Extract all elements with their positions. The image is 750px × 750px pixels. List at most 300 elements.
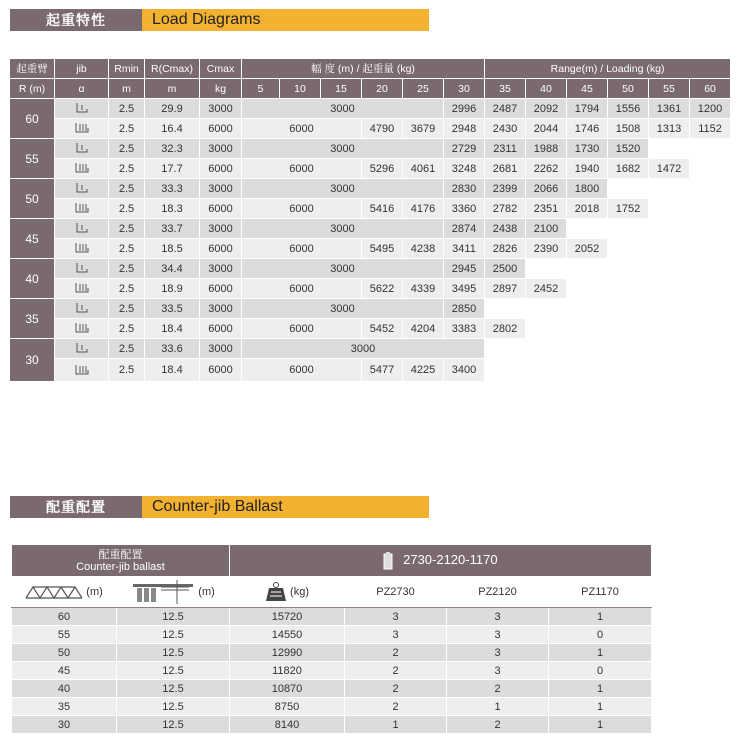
- cmax-cell: 6000: [200, 119, 242, 139]
- empty-cell: [567, 219, 608, 239]
- ballast-p2-cell: 3: [447, 644, 549, 662]
- ballast-table: [11, 544, 652, 734]
- load-value: 2430: [485, 119, 526, 139]
- load-value: 1520: [608, 139, 649, 159]
- ballast-cjib-cell: 12.5: [117, 662, 230, 680]
- ballast-header: [10, 496, 429, 518]
- empty-cell: [608, 179, 649, 199]
- empty-cell: [567, 339, 608, 359]
- ballast-kg-cell: 8140: [230, 716, 345, 734]
- unit-u_m1: m: [109, 79, 145, 99]
- empty-cell: [526, 359, 567, 382]
- ballast-p1-cell: 1: [345, 716, 447, 734]
- weight-col: [230, 577, 345, 608]
- load-value: 2044: [526, 119, 567, 139]
- ballast-left-en: Counter-jib ballast: [76, 560, 165, 573]
- cmax-cell: 3000: [200, 339, 242, 359]
- load-diagram-table: [9, 58, 731, 382]
- load-row: [10, 199, 731, 219]
- load-value: 2782: [485, 199, 526, 219]
- empty-cell: [649, 339, 690, 359]
- rcmax-cell: 18.3: [145, 199, 200, 219]
- empty-cell: [526, 339, 567, 359]
- empty-cell: [690, 199, 731, 219]
- weight-icon: [265, 582, 287, 602]
- ballast-p2-cell: 3: [447, 626, 549, 644]
- ballast-kg-cell: 15720: [230, 608, 345, 626]
- load-row: [10, 239, 731, 259]
- load-value: 1940: [567, 159, 608, 179]
- load-value: 4225: [403, 359, 444, 382]
- empty-cell: [567, 279, 608, 299]
- load-value: 1730: [567, 139, 608, 159]
- empty-cell: [690, 239, 731, 259]
- load-row: [10, 259, 731, 279]
- constant-load-span: 3000: [242, 299, 444, 319]
- rcmax-cell: 33.7: [145, 219, 200, 239]
- load-row: [10, 119, 731, 139]
- ballast-p3-cell: 1: [549, 680, 652, 698]
- load-value: 2945: [444, 259, 485, 279]
- pz1170-col: PZ1170: [549, 577, 652, 608]
- cmax-cell: 6000: [200, 199, 242, 219]
- load-value: 1200: [690, 99, 731, 119]
- load-title-en: Load Diagrams: [142, 9, 429, 31]
- load-value: 2399: [485, 179, 526, 199]
- range-col-header: 30: [444, 79, 485, 99]
- rmin-cell: 2.5: [109, 239, 145, 259]
- ballast-row: [12, 698, 652, 716]
- empty-cell: [690, 259, 731, 279]
- rmin-cell: 2.5: [109, 339, 145, 359]
- load-value: 2052: [567, 239, 608, 259]
- load-value: 2897: [485, 279, 526, 299]
- ballast-jib-cell: 60: [12, 608, 117, 626]
- empty-cell: [649, 199, 690, 219]
- cmax-cell: 3000: [200, 139, 242, 159]
- load-value: 4176: [403, 199, 444, 219]
- pz2730-col: PZ2730: [345, 577, 447, 608]
- ballast-jib-cell: 55: [12, 626, 117, 644]
- constant-load-span: 3000: [242, 99, 444, 119]
- range-col-header: 60: [690, 79, 731, 99]
- single-hook-icon: [55, 339, 109, 359]
- empty-cell: [649, 319, 690, 339]
- range-col-header: 15: [321, 79, 362, 99]
- load-value: 4339: [403, 279, 444, 299]
- empty-cell: [526, 299, 567, 319]
- ballast-jib-cell: 45: [12, 662, 117, 680]
- jib-length-cell: 35: [10, 299, 55, 339]
- range-col-header: 50: [608, 79, 649, 99]
- load-value: 2826: [485, 239, 526, 259]
- ballast-block-icon: [383, 552, 393, 570]
- rcmax-cell: 33.5: [145, 299, 200, 319]
- ballast-cjib-cell: 12.5: [117, 626, 230, 644]
- load-value: 2487: [485, 99, 526, 119]
- empty-cell: [649, 299, 690, 319]
- constant-load-span: 6000: [242, 239, 362, 259]
- jib-length-cell: 50: [10, 179, 55, 219]
- load-value: 5495: [362, 239, 403, 259]
- ballast-cjib-cell: 12.5: [117, 698, 230, 716]
- pz2120-col: PZ2120: [447, 577, 549, 608]
- rmin-cell: 2.5: [109, 199, 145, 219]
- empty-cell: [608, 339, 649, 359]
- empty-cell: [690, 299, 731, 319]
- ballast-combo: 2730-2120-1170: [403, 551, 498, 567]
- ballast-p3-cell: 1: [549, 716, 652, 734]
- ballast-p1-cell: 3: [345, 608, 447, 626]
- ballast-kg-cell: 11820: [230, 662, 345, 680]
- load-row: [10, 139, 731, 159]
- ballast-kg-cell: 14550: [230, 626, 345, 644]
- rmin-cell: 2.5: [109, 179, 145, 199]
- rcmax-cell: 18.5: [145, 239, 200, 259]
- jib-length-col: [12, 577, 117, 608]
- ballast-p3-cell: 1: [549, 644, 652, 662]
- double-hook-icon: [55, 359, 109, 382]
- double-hook-icon: [55, 199, 109, 219]
- load-value: 2438: [485, 219, 526, 239]
- empty-cell: [649, 259, 690, 279]
- ballast-cjib-cell: 12.5: [117, 716, 230, 734]
- single-hook-icon: [55, 99, 109, 119]
- constant-load-span: 6000: [242, 119, 362, 139]
- empty-cell: [485, 359, 526, 382]
- load-value: 1556: [608, 99, 649, 119]
- empty-cell: [567, 299, 608, 319]
- load-value: 1682: [608, 159, 649, 179]
- empty-cell: [485, 339, 526, 359]
- rmin-cell: 2.5: [109, 279, 145, 299]
- ballast-row: [12, 608, 652, 626]
- range-col-header: 35: [485, 79, 526, 99]
- cmax-header: Cmax: [200, 59, 242, 79]
- load-value: 1361: [649, 99, 690, 119]
- load-value: 3248: [444, 159, 485, 179]
- load-value: 2948: [444, 119, 485, 139]
- rmin-cell: 2.5: [109, 219, 145, 239]
- rmin-header: Rmin: [109, 59, 145, 79]
- ballast-cjib-cell: 12.5: [117, 644, 230, 662]
- constant-load-span: 3000: [242, 179, 444, 199]
- empty-cell: [649, 359, 690, 382]
- empty-cell: [649, 239, 690, 259]
- load-row: [10, 279, 731, 299]
- ballast-kg-cell: 8750: [230, 698, 345, 716]
- load-value: 1794: [567, 99, 608, 119]
- double-hook-icon: [55, 319, 109, 339]
- jib-length-cell: 55: [10, 139, 55, 179]
- load-value: 2311: [485, 139, 526, 159]
- constant-load-span: 6000: [242, 159, 362, 179]
- load-value: 3383: [444, 319, 485, 339]
- rcmax-cell: 32.3: [145, 139, 200, 159]
- empty-cell: [649, 279, 690, 299]
- range-col-header: 20: [362, 79, 403, 99]
- rmin-cell: 2.5: [109, 99, 145, 119]
- empty-cell: [567, 359, 608, 382]
- empty-cell: [608, 319, 649, 339]
- load-value: 1746: [567, 119, 608, 139]
- unit-r_unit: R (m): [10, 79, 55, 99]
- double-hook-icon: [55, 239, 109, 259]
- weight-unit: (kg): [290, 585, 309, 598]
- range-col-header: 55: [649, 79, 690, 99]
- empty-cell: [608, 359, 649, 382]
- empty-cell: [690, 279, 731, 299]
- counter-jib-unit: (m): [198, 585, 215, 598]
- single-hook-icon: [55, 179, 109, 199]
- ballast-title-en: Counter-jib Ballast: [142, 496, 429, 518]
- load-value: 3411: [444, 239, 485, 259]
- unit-u_m2: m: [145, 79, 200, 99]
- single-hook-icon: [55, 139, 109, 159]
- jib-unit: (m): [86, 585, 103, 598]
- rcmax-cell: 16.4: [145, 119, 200, 139]
- ballast-left-cn: 配重配置: [98, 548, 143, 561]
- cmax-cell: 3000: [200, 179, 242, 199]
- empty-cell: [690, 339, 731, 359]
- empty-cell: [690, 179, 731, 199]
- load-value: 2351: [526, 199, 567, 219]
- ballast-p2-cell: 2: [447, 680, 549, 698]
- range-col-header: 25: [403, 79, 444, 99]
- double-hook-icon: [55, 279, 109, 299]
- empty-cell: [690, 219, 731, 239]
- range-col-header: 5: [242, 79, 280, 99]
- ballast-p1-cell: 3: [345, 626, 447, 644]
- load-value: 1800: [567, 179, 608, 199]
- rmin-cell: 2.5: [109, 139, 145, 159]
- load-value: 5477: [362, 359, 403, 382]
- load-value: 4790: [362, 119, 403, 139]
- load-row: [10, 159, 731, 179]
- empty-cell: [649, 139, 690, 159]
- ballast-p3-cell: 1: [549, 698, 652, 716]
- empty-cell: [690, 159, 731, 179]
- range-col-header: 45: [567, 79, 608, 99]
- load-value: 4204: [403, 319, 444, 339]
- cmax-cell: 6000: [200, 319, 242, 339]
- load-diagrams-header: [10, 9, 429, 31]
- load-value: 2802: [485, 319, 526, 339]
- constant-load-span: 3000: [242, 339, 485, 359]
- single-hook-icon: [55, 299, 109, 319]
- range-en-header: Range(m) / Loading (kg): [485, 59, 731, 79]
- ballast-p1-cell: 2: [345, 680, 447, 698]
- rcmax-cell: 33.3: [145, 179, 200, 199]
- ballast-p3-cell: 1: [549, 608, 652, 626]
- load-value: 2830: [444, 179, 485, 199]
- empty-cell: [690, 319, 731, 339]
- load-value: 3679: [403, 119, 444, 139]
- load-value: 2500: [485, 259, 526, 279]
- load-value: 1752: [608, 199, 649, 219]
- empty-cell: [567, 259, 608, 279]
- load-value: 3495: [444, 279, 485, 299]
- load-title-cn: 起重特性: [10, 9, 142, 31]
- rmin-cell: 2.5: [109, 259, 145, 279]
- rcmax-cell: 29.9: [145, 99, 200, 119]
- load-row: [10, 99, 731, 119]
- ballast-p2-cell: 3: [447, 662, 549, 680]
- cmax-cell: 3000: [200, 299, 242, 319]
- empty-cell: [608, 259, 649, 279]
- load-value: 1508: [608, 119, 649, 139]
- rmin-cell: 2.5: [109, 159, 145, 179]
- ballast-cjib-cell: 12.5: [117, 680, 230, 698]
- single-hook-icon: [55, 219, 109, 239]
- load-value: 1988: [526, 139, 567, 159]
- load-value: 2262: [526, 159, 567, 179]
- load-value: 2018: [567, 199, 608, 219]
- ballast-p2-cell: 1: [447, 698, 549, 716]
- rmin-cell: 2.5: [109, 319, 145, 339]
- jib-en-header: jib: [55, 59, 109, 79]
- rcmax-header: R(Cmax): [145, 59, 200, 79]
- constant-load-span: 3000: [242, 259, 444, 279]
- cmax-cell: 6000: [200, 279, 242, 299]
- ballast-row: [12, 626, 652, 644]
- rcmax-cell: 18.4: [145, 319, 200, 339]
- rcmax-cell: 18.4: [145, 359, 200, 382]
- rmin-cell: 2.5: [109, 299, 145, 319]
- ballast-p2-cell: 2: [447, 716, 549, 734]
- jib-cn-header: 起重臂: [10, 59, 55, 79]
- constant-load-span: 3000: [242, 219, 444, 239]
- load-value: 2092: [526, 99, 567, 119]
- range-cn-header: 幅 度 (m) / 起重量 (kg): [242, 59, 485, 79]
- ballast-p1-cell: 2: [345, 662, 447, 680]
- ballast-title-cn: 配重配置: [10, 496, 142, 518]
- constant-load-span: 6000: [242, 359, 362, 382]
- double-hook-icon: [55, 159, 109, 179]
- ballast-combo-header: [230, 545, 652, 577]
- load-value: 3400: [444, 359, 485, 382]
- load-value: 1313: [649, 119, 690, 139]
- load-value: 2729: [444, 139, 485, 159]
- load-row: [10, 339, 731, 359]
- load-row: [10, 359, 731, 382]
- load-value: 2874: [444, 219, 485, 239]
- ballast-p2-cell: 3: [447, 608, 549, 626]
- empty-cell: [608, 219, 649, 239]
- load-value: 2996: [444, 99, 485, 119]
- empty-cell: [608, 239, 649, 259]
- double-hook-icon: [55, 119, 109, 139]
- load-value: 5296: [362, 159, 403, 179]
- load-value: 5452: [362, 319, 403, 339]
- counter-jib-icon: [131, 580, 195, 604]
- constant-load-span: 6000: [242, 319, 362, 339]
- empty-cell: [649, 179, 690, 199]
- ballast-p3-cell: 0: [549, 626, 652, 644]
- counter-jib-length-col: [117, 577, 230, 608]
- unit-alpha: α: [55, 79, 109, 99]
- range-col-header: 40: [526, 79, 567, 99]
- cmax-cell: 6000: [200, 159, 242, 179]
- rcmax-cell: 34.4: [145, 259, 200, 279]
- cmax-cell: 6000: [200, 239, 242, 259]
- load-value: 4061: [403, 159, 444, 179]
- ballast-row: [12, 716, 652, 734]
- load-value: 4238: [403, 239, 444, 259]
- load-value: 2390: [526, 239, 567, 259]
- empty-cell: [608, 279, 649, 299]
- load-row: [10, 219, 731, 239]
- load-value: 2850: [444, 299, 485, 319]
- jib-length-cell: 40: [10, 259, 55, 299]
- empty-cell: [526, 259, 567, 279]
- empty-cell: [485, 299, 526, 319]
- cmax-cell: 3000: [200, 259, 242, 279]
- load-value: 5416: [362, 199, 403, 219]
- rmin-cell: 2.5: [109, 359, 145, 382]
- empty-cell: [690, 359, 731, 382]
- empty-cell: [526, 319, 567, 339]
- load-value: 2100: [526, 219, 567, 239]
- rmin-cell: 2.5: [109, 119, 145, 139]
- ballast-p3-cell: 0: [549, 662, 652, 680]
- empty-cell: [567, 319, 608, 339]
- ballast-jib-cell: 50: [12, 644, 117, 662]
- jib-truss-icon: [25, 585, 83, 599]
- ballast-p1-cell: 2: [345, 698, 447, 716]
- constant-load-span: 6000: [242, 199, 362, 219]
- jib-length-cell: 30: [10, 339, 55, 382]
- load-value: 5622: [362, 279, 403, 299]
- rcmax-cell: 18.9: [145, 279, 200, 299]
- constant-load-span: 3000: [242, 139, 444, 159]
- jib-length-cell: 45: [10, 219, 55, 259]
- load-row: [10, 179, 731, 199]
- constant-load-span: 6000: [242, 279, 362, 299]
- cmax-cell: 3000: [200, 219, 242, 239]
- load-value: 2452: [526, 279, 567, 299]
- load-value: 3360: [444, 199, 485, 219]
- ballast-left-header: [12, 545, 230, 577]
- cmax-cell: 3000: [200, 99, 242, 119]
- load-value: 1472: [649, 159, 690, 179]
- ballast-kg-cell: 12990: [230, 644, 345, 662]
- range-col-header: 10: [280, 79, 321, 99]
- ballast-cjib-cell: 12.5: [117, 608, 230, 626]
- rcmax-cell: 33.6: [145, 339, 200, 359]
- unit-u_kg: kg: [200, 79, 242, 99]
- rcmax-cell: 17.7: [145, 159, 200, 179]
- cmax-cell: 6000: [200, 359, 242, 382]
- jib-length-cell: 60: [10, 99, 55, 139]
- ballast-row: [12, 644, 652, 662]
- ballast-jib-cell: 40: [12, 680, 117, 698]
- load-row: [10, 299, 731, 319]
- single-hook-icon: [55, 259, 109, 279]
- ballast-jib-cell: 30: [12, 716, 117, 734]
- ballast-jib-cell: 35: [12, 698, 117, 716]
- empty-cell: [608, 299, 649, 319]
- ballast-row: [12, 680, 652, 698]
- ballast-row: [12, 662, 652, 680]
- load-value: 1152: [690, 119, 731, 139]
- ballast-p1-cell: 2: [345, 644, 447, 662]
- load-row: [10, 319, 731, 339]
- load-value: 2681: [485, 159, 526, 179]
- load-value: 2066: [526, 179, 567, 199]
- ballast-kg-cell: 10870: [230, 680, 345, 698]
- empty-cell: [690, 139, 731, 159]
